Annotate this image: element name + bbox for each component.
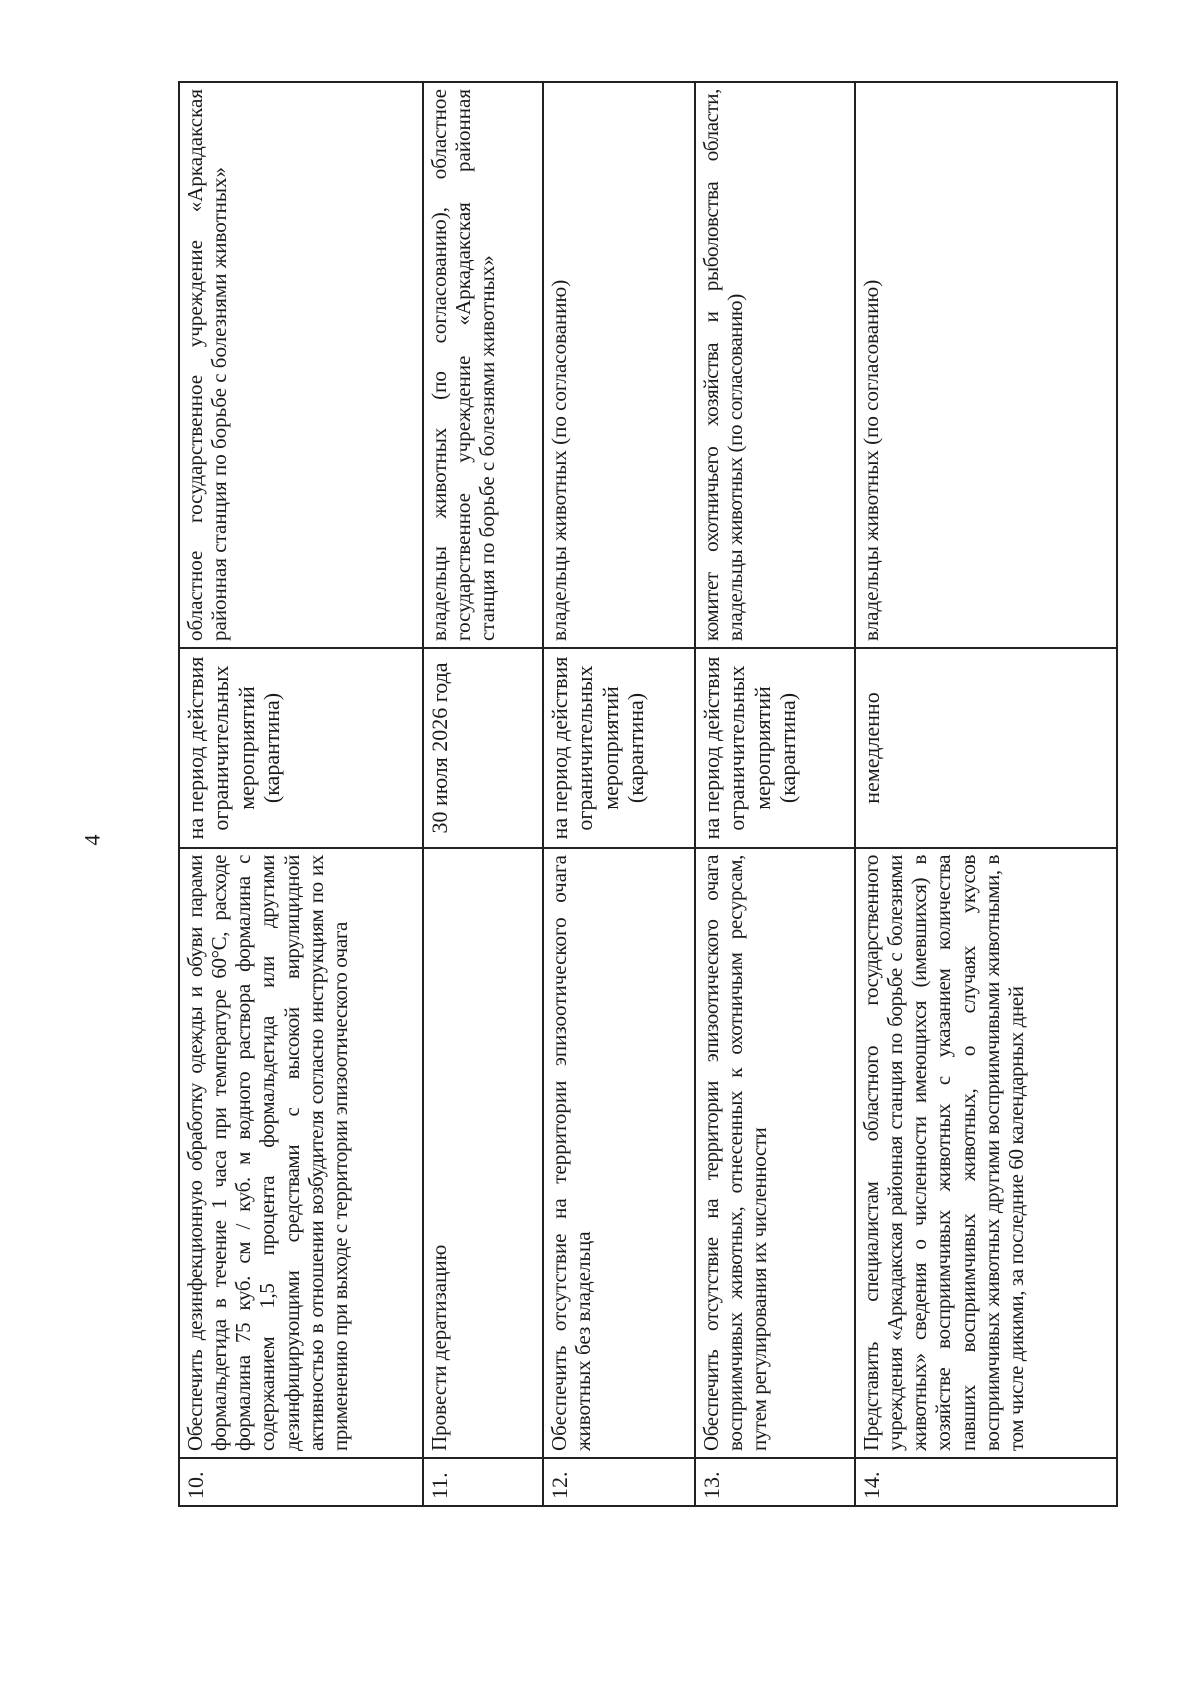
table-row [179,82,423,1506]
row-action: Провести дератизацию [423,848,543,1458]
row-term: на период действия ограничительных мероприятий (карантина) [543,648,695,848]
table-row [423,82,543,1506]
row-number: 12. [543,1458,695,1506]
row-responsible: областное государственное учреждение «Аркадакская районная станция по борьбе с болезнями животных» [179,82,423,648]
row-action: Обеспечить отсутствие на территории эпизоотического очага восприимчивых животных, отнесенных к охотничьим ресурсам, путем регулирования их численности [695,848,855,1458]
row-action: Обеспечить отсутствие на территории эпизоотического очага животных без владельца [543,848,695,1458]
row-action: Представить специалистам областного государственного учреждения «Аркадакская районная станция по борьбе с болезнями животных» сведения о численности имеющихся (имевшихся) в хозяйстве восприимчивых животных с указанием количества павших восприимчивых животных, о случаях укусов восприимчивых животных другими восприимчивыми животными, в том числе дикими, за последние 60 календарных дней [855,848,1117,1458]
page-number: 4 [79,834,105,846]
row-responsible: комитет охотничьего хозяйства и рыболовства области, владельцы животных (по согласованию) [695,82,855,648]
row-number: 14. [855,1458,1117,1506]
row-number: 13. [695,1458,855,1506]
table-row [855,82,1117,1506]
row-term: на период действия ограничительных мероприятий (карантина) [695,648,855,848]
row-term: немедленно [855,648,1117,848]
row-responsible: владельцы животных (по согласованию) [543,82,695,648]
row-term: на период действия ограничительных мероприятий (карантина) [179,648,423,848]
measures-table [178,81,1118,1507]
row-number: 10. [179,1458,423,1506]
row-action: Обеспечить дезинфекционную обработку одежды и обуви парами формальдегида в течение 1 часа при температуре 60°C, расходе формалина 75 куб. см / куб. м водного раствора формалина с содержанием 1,5 процента формальдегида или другими дезинфицирующими средствами с высокой вирулицидной активностью в отношении возбудителя согласно инструкциям по их применению при выходе с территории эпизоотического очага [179,848,423,1458]
row-responsible: владельцы животных (по согласованию) [855,82,1117,648]
row-number: 11. [423,1458,543,1506]
measures-table-wrapper [178,83,1116,1507]
row-term: 30 июля 2026 года [423,648,543,848]
table-row [695,82,855,1506]
table-row [543,82,695,1506]
row-responsible: владельцы животных (по согласованию), областное государственное учреждение «Аркадакская районная станция по борьбе с болезнями животных» [423,82,543,648]
